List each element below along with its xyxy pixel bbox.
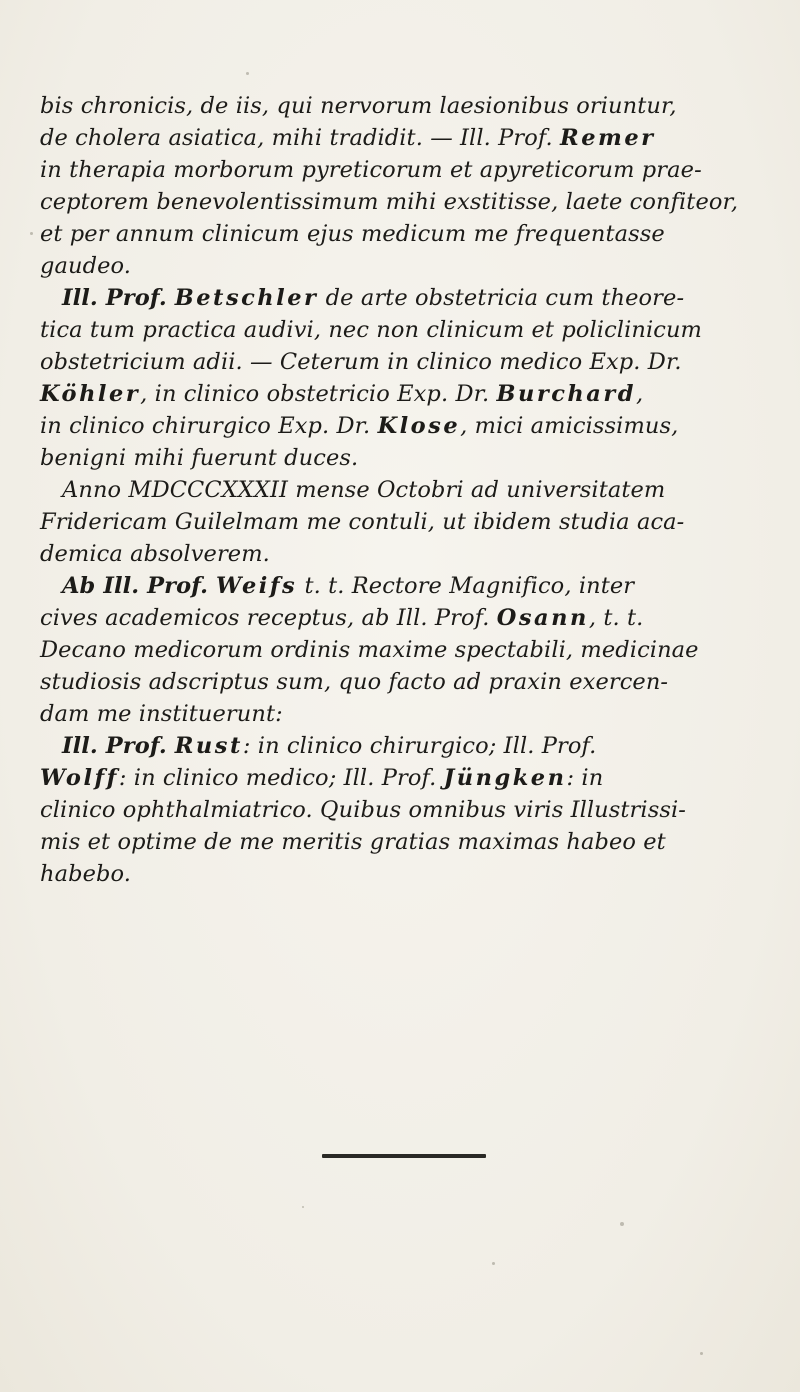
text-run: et per annum clinicum ejus medicum me frequentasse [40,221,665,247]
text-line [40,668,668,696]
text-run: habebo. [40,861,132,887]
text-line [40,412,678,440]
text-line [40,348,682,376]
text-run: bis chronicis, de iis, qui nervorum laesionibus oriuntur, [40,93,677,119]
text-run: de cholera asiatica, mihi tradidit. — Ill. Prof. [40,125,561,151]
text-line [40,188,738,216]
text-run: , t. t. [588,605,644,631]
name-spaced: Betschler [174,285,319,311]
text-run: obstetricium adii. — Ceterum in clinico medico Exp. Dr. [40,349,682,375]
text-run: , in clinico obstetricio Exp. Dr. [140,381,497,407]
text-run: benigni mihi fuerunt duces. [40,445,359,471]
text-run: Anno MDCCCXXXII mense Octobri ad universitatem [62,477,666,503]
text-run: studiosis adscriptus sum, quo facto ad praxin exercen- [40,669,669,695]
paper-speck [302,1206,304,1208]
text-line [40,700,283,728]
name-spaced: Köhler [40,381,141,407]
text-line [40,220,665,248]
text-run: , [635,381,644,407]
text-line [40,316,702,344]
text-line [40,380,643,408]
text-run: , mici amicissimus, [460,413,679,439]
text-line [40,636,699,664]
text-line [40,444,358,472]
paper-speck [246,72,249,75]
paper-speck [700,1352,703,1355]
text-line [40,156,702,184]
text-line [40,860,131,888]
name-spaced: Klose [377,413,461,439]
text-line [40,124,656,152]
section-divider-rule [322,1154,486,1158]
text-run: t. t. Rectore Magnifico, inter [297,573,635,599]
text-run: : in clinico chirurgico; Ill. Prof. [242,733,597,759]
text-run: Ill. Prof. [62,733,175,759]
text-line [62,284,684,312]
text-run: Fridericam Guilelmam me contuli, ut ibidem studia aca- [40,509,685,535]
text-run: in clinico chirurgico Exp. Dr. [40,413,378,439]
text-run: tica tum practica audivi, nec non clinicum et policlinicum [40,317,702,343]
text-run: de arte obstetricia cum theore- [318,285,685,311]
name-spaced: Remer [560,125,656,151]
text-line [62,476,665,504]
text-line [40,764,603,792]
name-spaced: Burchard [496,381,636,407]
text-line [40,92,677,120]
text-run: Ill. Prof. [62,285,175,311]
paper-speck [620,1222,624,1226]
text-run: demica absolverem. [40,541,270,567]
text-run: mis et optime de me meritis gratias maximas habeo et [40,829,666,855]
text-line [40,252,131,280]
text-line [62,732,596,760]
paper-speck [30,232,33,235]
paper-speck [492,1262,495,1265]
text-run: cives academicos receptus, ab Ill. Prof. [40,605,497,631]
text-run: clinico ophthalmiatrico. Quibus omnibus viris Illustrissi- [40,797,687,823]
text-line [40,508,684,536]
name-spaced: Wolff [40,765,119,791]
name-spaced: Rust [174,733,243,759]
text-run: dam me instituerunt: [40,701,283,727]
text-run: Decano medicorum ordinis maxime spectabili, medicinae [40,637,699,663]
text-run: ceptorem benevolentissimum mihi exstitisse, laete confiteor, [40,189,739,215]
text-line [40,796,686,824]
text-run: gaudeo. [40,253,132,279]
text-run: Ab Ill. Prof. [62,573,217,599]
text-line [40,604,643,632]
text-run: in therapia morborum pyreticorum et apyreticorum prae- [40,157,702,183]
text-line [40,540,270,568]
name-spaced: Weifs [216,573,298,599]
text-run: : in clinico medico; Ill. Prof. [118,765,444,791]
name-spaced: Jüngken [443,765,567,791]
name-spaced: Osann [496,605,589,631]
text-line [62,572,634,600]
text-line [40,828,666,856]
text-run: : in [566,765,604,791]
